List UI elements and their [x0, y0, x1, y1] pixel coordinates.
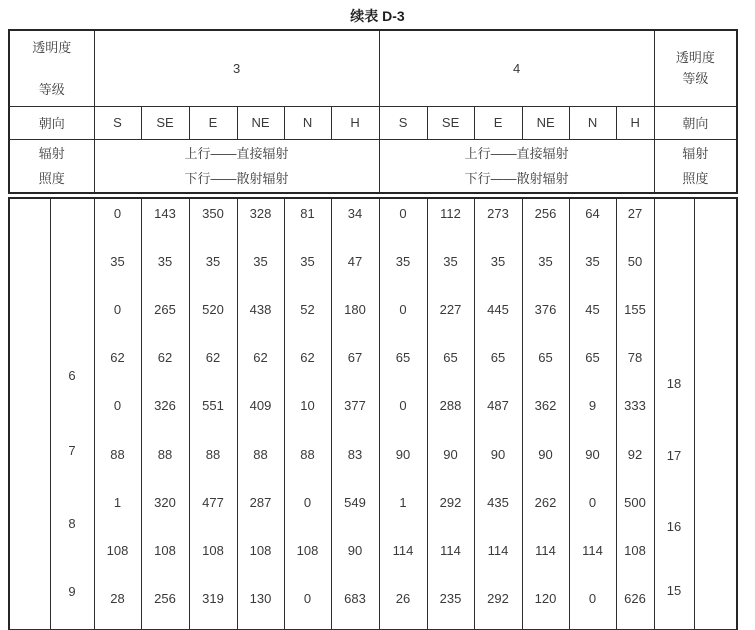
- radiation-note-grade3: [94, 139, 379, 193]
- radiation-value: 90: [347, 542, 363, 558]
- hour-label: 9: [68, 584, 76, 599]
- radiation-illuminance-header-right: [654, 139, 737, 193]
- radiation-value: 64: [585, 206, 600, 221]
- radiation-value: 0: [113, 398, 122, 414]
- grade-3-header-cell: 3: [94, 30, 379, 106]
- note-direct-radiation: 上行——直接辐射: [464, 145, 569, 161]
- radiation-value: 52: [300, 302, 315, 318]
- body-table: [8, 197, 738, 630]
- radiation-value: 114: [487, 542, 509, 558]
- radiation-value: 78: [627, 350, 643, 366]
- radiation-value: 35: [538, 254, 553, 270]
- radiation-value: 65: [395, 350, 411, 366]
- transparency-label-line2: 等级: [38, 81, 65, 97]
- data-column-g4-s: [379, 198, 427, 630]
- radiation-value: 328: [249, 206, 272, 221]
- orientation-col-ne: NE: [522, 106, 569, 139]
- radiation-value: 108: [296, 542, 319, 558]
- radiation-value: 47: [347, 254, 363, 270]
- radiation-illuminance-header-left: [9, 139, 94, 193]
- radiation-value: 320: [154, 494, 176, 510]
- radiation-value: 256: [154, 590, 176, 606]
- orientation-col-s: S: [94, 106, 141, 139]
- transparency-label-line1: 透明度: [32, 39, 72, 55]
- radiation-value: 65: [538, 350, 553, 366]
- note-diffuse-radiation: 下行——散射辐射: [184, 170, 289, 186]
- radiation-value: 487: [487, 398, 509, 414]
- radiation-value: 227: [439, 302, 462, 318]
- radiation-value: 90: [443, 446, 458, 462]
- radiation-value: 67: [347, 350, 363, 366]
- radiation-value: 362: [534, 398, 557, 414]
- radiation-value: 551: [202, 398, 224, 414]
- radiation-value: 45: [585, 302, 600, 318]
- transparency-grade-header-left: [9, 30, 94, 106]
- radiation-note-grade4: [379, 139, 654, 193]
- page-title: 续表 D-3: [350, 8, 405, 24]
- orientation-col-n: N: [284, 106, 331, 139]
- radiation-value: 256: [534, 206, 557, 221]
- radiation-value: 409: [249, 398, 272, 414]
- data-column-g3-h: [331, 198, 379, 630]
- orientation-col-ne: NE: [237, 106, 284, 139]
- radiation-value: 108: [106, 542, 129, 558]
- radiation-value: 35: [205, 254, 221, 270]
- radiation-value: 130: [249, 590, 272, 606]
- radiation-value: 35: [490, 254, 506, 270]
- radiation-value: 88: [110, 446, 125, 462]
- left-spacer-column: [9, 198, 50, 630]
- radiation-value: 0: [303, 590, 312, 606]
- orientation-header-left: 朝向: [9, 106, 94, 139]
- radiation-value: 0: [113, 206, 122, 221]
- hour-label: 15: [666, 583, 682, 598]
- radiation-value: 1: [113, 494, 122, 510]
- radiation-value: 35: [300, 254, 315, 270]
- hour-label: 7: [68, 443, 76, 458]
- radiation-value: 377: [344, 398, 366, 414]
- radiation-value: 112: [440, 206, 461, 221]
- radiation-label-line1: 辐射: [682, 145, 709, 161]
- radiation-value: 50: [627, 254, 643, 270]
- hour-label: 6: [68, 368, 76, 383]
- radiation-value: 114: [535, 542, 556, 558]
- radiation-value: 28: [110, 590, 125, 606]
- orientation-col-se: SE: [427, 106, 474, 139]
- radiation-value: 288: [439, 398, 462, 414]
- radiation-value: 90: [585, 446, 600, 462]
- radiation-value: 88: [157, 446, 173, 462]
- transparency-grade-header-right: [654, 30, 737, 106]
- radiation-value: 35: [253, 254, 268, 270]
- radiation-value: 500: [624, 494, 646, 510]
- orientation-col-s: S: [379, 106, 427, 139]
- radiation-value: 90: [395, 446, 411, 462]
- radiation-value: 180: [344, 302, 366, 318]
- right-spacer-column: [694, 198, 737, 630]
- radiation-value: 92: [627, 446, 643, 462]
- orientation-col-e: E: [474, 106, 522, 139]
- data-column-g3-e: [189, 198, 237, 630]
- radiation-value: 1: [399, 494, 407, 510]
- radiation-value: 88: [300, 446, 315, 462]
- radiation-value: 35: [443, 254, 458, 270]
- radiation-value: 81: [300, 206, 315, 221]
- orientation-col-h: H: [616, 106, 654, 139]
- radiation-label-line2: 照度: [38, 170, 65, 186]
- radiation-value: 26: [395, 590, 411, 606]
- transparency-label-line2: 等级: [682, 71, 709, 87]
- radiation-value: 35: [395, 254, 411, 270]
- radiation-value: 0: [113, 302, 122, 318]
- radiation-value: 0: [588, 494, 597, 510]
- radiation-value: 0: [399, 206, 407, 221]
- note-diffuse-radiation: 下行——散射辐射: [464, 170, 569, 186]
- radiation-value: 0: [399, 398, 407, 414]
- radiation-value: 114: [392, 542, 414, 558]
- grade-4-header-cell: 4: [379, 30, 654, 106]
- radiation-value: 62: [300, 350, 315, 366]
- transparency-label-line1: 透明度: [675, 50, 715, 66]
- radiation-value: 88: [253, 446, 268, 462]
- radiation-value: 90: [490, 446, 506, 462]
- radiation-value: 520: [202, 302, 224, 318]
- radiation-value: 108: [624, 542, 646, 558]
- radiation-value: 319: [202, 590, 224, 606]
- radiation-value: 108: [249, 542, 272, 558]
- radiation-value: 333: [624, 398, 646, 414]
- radiation-value: 83: [347, 446, 363, 462]
- radiation-value: 350: [202, 206, 224, 221]
- radiation-value: 34: [347, 206, 363, 221]
- data-column-g4-h: [616, 198, 654, 630]
- radiation-value: 326: [154, 398, 176, 414]
- radiation-value: 438: [249, 302, 272, 318]
- radiation-value: 0: [588, 590, 597, 606]
- data-column-g4-ne: [522, 198, 569, 630]
- radiation-value: 62: [157, 350, 173, 366]
- radiation-value: 120: [534, 590, 557, 606]
- radiation-value: 65: [443, 350, 458, 366]
- hour-label: 18: [666, 376, 682, 391]
- radiation-value: 114: [440, 542, 461, 558]
- hour-label: 8: [68, 516, 76, 531]
- radiation-value: 626: [624, 590, 646, 606]
- radiation-value: 62: [253, 350, 268, 366]
- orientation-col-n: N: [569, 106, 616, 139]
- radiation-value: 292: [487, 590, 509, 606]
- radiation-value: 445: [487, 302, 509, 318]
- header-table: [8, 29, 738, 194]
- radiation-value: 62: [205, 350, 221, 366]
- radiation-value: 35: [157, 254, 173, 270]
- radiation-value: 65: [585, 350, 600, 366]
- orientation-col-se: SE: [141, 106, 189, 139]
- radiation-label-line1: 辐射: [38, 145, 65, 161]
- radiation-label-line2: 照度: [682, 170, 709, 186]
- radiation-value: 108: [202, 542, 224, 558]
- radiation-value: 10: [300, 398, 315, 414]
- radiation-value: 108: [154, 542, 176, 558]
- radiation-value: 0: [303, 494, 312, 510]
- radiation-value: 549: [344, 494, 366, 510]
- data-column-g3-ne: [237, 198, 284, 630]
- radiation-value: 0: [399, 302, 407, 318]
- radiation-value: 683: [344, 590, 366, 606]
- radiation-value: 9: [588, 398, 597, 414]
- radiation-value: 114: [582, 542, 603, 558]
- radiation-value: 27: [627, 206, 643, 221]
- radiation-value: 35: [110, 254, 125, 270]
- hour-label: 16: [666, 519, 682, 534]
- radiation-value: 143: [154, 206, 176, 221]
- orientation-col-h: H: [331, 106, 379, 139]
- radiation-value: 155: [624, 302, 646, 318]
- radiation-value: 262: [534, 494, 557, 510]
- radiation-value: 88: [205, 446, 221, 462]
- radiation-value: 65: [490, 350, 506, 366]
- radiation-value: 35: [585, 254, 600, 270]
- radiation-value: 235: [439, 590, 462, 606]
- data-column-g3-s: [94, 198, 141, 630]
- radiation-value: 90: [538, 446, 553, 462]
- data-column-g3-se: [141, 198, 189, 630]
- radiation-value: 477: [202, 494, 224, 510]
- afternoon-hour-column: [654, 198, 694, 630]
- data-column-g4-n: [569, 198, 616, 630]
- data-column-g4-e: [474, 198, 522, 630]
- table-container: [8, 29, 736, 630]
- radiation-value: 265: [154, 302, 176, 318]
- radiation-value: 376: [534, 302, 557, 318]
- orientation-col-e: E: [189, 106, 237, 139]
- data-column-g3-n: [284, 198, 331, 630]
- morning-hour-column: [50, 198, 94, 630]
- hour-label: 17: [666, 448, 682, 463]
- radiation-value: 435: [487, 494, 509, 510]
- radiation-value: 292: [439, 494, 462, 510]
- radiation-value: 273: [487, 206, 509, 221]
- radiation-value: 287: [249, 494, 272, 510]
- data-column-g4-se: [427, 198, 474, 630]
- orientation-header-right: 朝向: [654, 106, 737, 139]
- radiation-value: 62: [110, 350, 125, 366]
- note-direct-radiation: 上行——直接辐射: [184, 145, 289, 161]
